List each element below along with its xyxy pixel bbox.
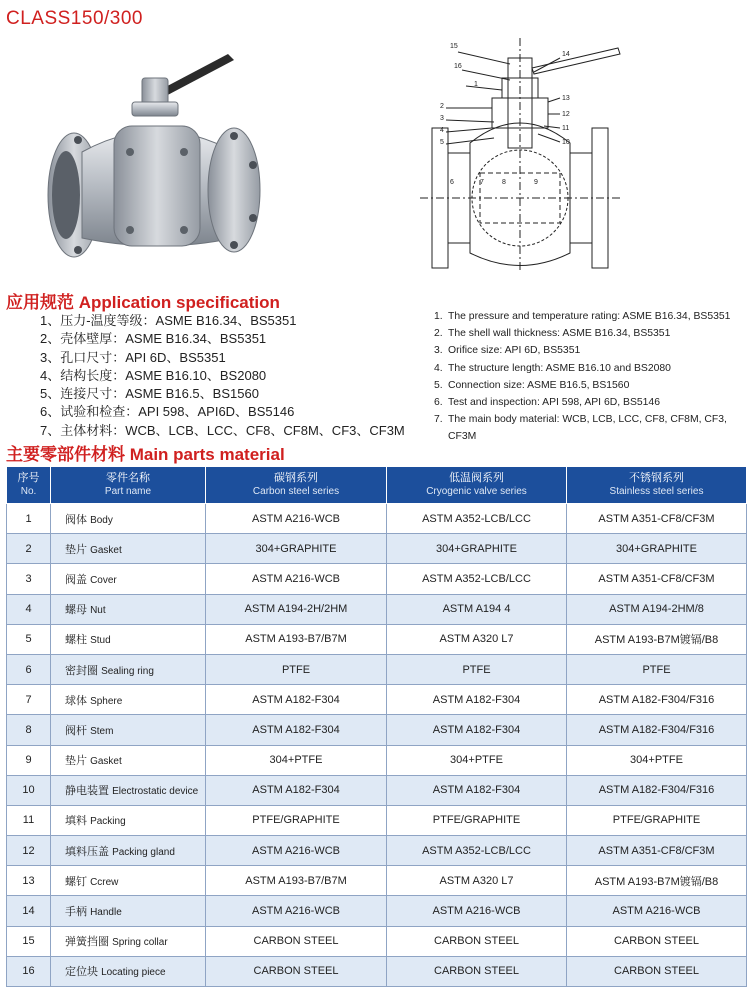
column-header: 碳钢系列 Carbon steel series <box>206 467 387 504</box>
part-name: 阀盖 Cover <box>51 564 206 594</box>
table-row <box>7 654 747 684</box>
part-no: 14 <box>7 896 51 926</box>
cryogenic-material: ASTM A216-WCB <box>387 896 567 926</box>
stainless-material: ASTM A193-B7M镀镉/B8 <box>567 866 747 896</box>
part-no: 16 <box>7 956 51 986</box>
drawing-label: 11 <box>562 125 570 132</box>
carbon-material: ASTM A182-F304 <box>206 685 387 715</box>
table-row <box>7 685 747 715</box>
part-name: 定位块 Locating piece <box>51 956 206 986</box>
part-name: 填料 Packing <box>51 805 206 835</box>
stainless-material: ASTM A193-B7M镀镉/B8 <box>567 624 747 654</box>
spec-item-cn: 6、试验和检查：API 598、API6D、BS5146 <box>40 404 295 420</box>
part-name: 弹簧挡圈 Spring collar <box>51 926 206 956</box>
cryogenic-material: ASTM A352-LCB/LCC <box>387 504 567 534</box>
spec-item-en: 2. The shell wall thickness: ASME B16.34, BS5351 <box>434 328 671 340</box>
application-heading: 应用规范 Application specification <box>6 293 280 312</box>
drawing-label: 12 <box>562 111 570 118</box>
spec-item-cn: 4、结构长度：ASME B16.10、BS2080 <box>40 367 267 383</box>
table-row <box>7 534 747 564</box>
drawing-label: 1 <box>474 81 478 88</box>
part-name: 阀体 Body <box>51 504 206 534</box>
stainless-material: ASTM A182-F304/F316 <box>567 715 747 745</box>
part-name: 填料压盖 Packing gland <box>51 836 206 866</box>
part-no: 4 <box>7 594 51 624</box>
stainless-material: 304+PTFE <box>567 745 747 775</box>
cryogenic-material: ASTM A352-LCB/LCC <box>387 836 567 866</box>
page-title: CLASS150/300 <box>6 8 143 29</box>
cryogenic-material: ASTM A182-F304 <box>387 685 567 715</box>
stainless-material: 304+GRAPHITE <box>567 534 747 564</box>
cryogenic-material: PTFE <box>387 654 567 684</box>
part-name: 静电装置 Electrostatic device <box>51 775 206 805</box>
part-no: 10 <box>7 775 51 805</box>
cryogenic-material: ASTM A194 4 <box>387 594 567 624</box>
table-row <box>7 745 747 775</box>
parts-table <box>6 466 747 987</box>
drawing-label: 4 <box>440 127 444 134</box>
column-header: 序号 No. <box>7 467 51 504</box>
drawing-label: 6 <box>450 179 454 186</box>
carbon-material: ASTM A194-2H/2HM <box>206 594 387 624</box>
stainless-material: CARBON STEEL <box>567 926 747 956</box>
stainless-material: ASTM A351-CF8/CF3M <box>567 504 747 534</box>
table-header-row <box>7 467 747 504</box>
spec-item-en: 3. Orifice size: API 6D, BS5351 <box>434 345 581 357</box>
part-name: 球体 Sphere <box>51 685 206 715</box>
cryogenic-material: ASTM A320 L7 <box>387 866 567 896</box>
part-no: 15 <box>7 926 51 956</box>
cryogenic-material: ASTM A182-F304 <box>387 715 567 745</box>
spec-item-en: 1. The pressure and temperature rating: ASME B16.34, BS5351 <box>434 311 731 322</box>
part-name: 手柄 Handle <box>51 896 206 926</box>
part-no: 8 <box>7 715 51 745</box>
part-name: 垫片 Gasket <box>51 745 206 775</box>
table-row <box>7 836 747 866</box>
drawing-label: 15 <box>450 43 458 50</box>
table-row <box>7 715 747 745</box>
part-no: 7 <box>7 685 51 715</box>
table-row <box>7 564 747 594</box>
carbon-material: ASTM A216-WCB <box>206 836 387 866</box>
drawing-label: 5 <box>440 139 444 146</box>
stainless-material: ASTM A351-CF8/CF3M <box>567 836 747 866</box>
drawing-label: 7 <box>480 179 484 186</box>
carbon-material: PTFE <box>206 654 387 684</box>
drawing-label: 16 <box>454 63 462 70</box>
part-name: 螺柱 Stud <box>51 624 206 654</box>
table-row <box>7 624 747 654</box>
carbon-material: CARBON STEEL <box>206 956 387 986</box>
carbon-material: ASTM A193-B7/B7M <box>206 866 387 896</box>
part-no: 13 <box>7 866 51 896</box>
table-row <box>7 805 747 835</box>
valve-photo <box>38 40 268 265</box>
column-header: 零件名称 Part name <box>51 467 206 504</box>
cryogenic-material: CARBON STEEL <box>387 926 567 956</box>
table-row <box>7 504 747 534</box>
carbon-material: CARBON STEEL <box>206 926 387 956</box>
stainless-material: PTFE <box>567 654 747 684</box>
carbon-material: 304+GRAPHITE <box>206 534 387 564</box>
part-name: 螺母 Nut <box>51 594 206 624</box>
carbon-material: ASTM A193-B7/B7M <box>206 624 387 654</box>
spec-item-en: 5. Connection size: ASME B16.5, BS1560 <box>434 379 630 391</box>
part-no: 3 <box>7 564 51 594</box>
stainless-material: ASTM A216-WCB <box>567 896 747 926</box>
carbon-material: ASTM A216-WCB <box>206 504 387 534</box>
drawing-label: 10 <box>562 139 570 146</box>
part-no: 1 <box>7 504 51 534</box>
table-row <box>7 775 747 805</box>
drawing-label: 2 <box>440 103 444 110</box>
spec-item-en: 7. The main body material: WCB, LCB, LCC, CF8, CF8M, CF3, CF3M <box>434 414 727 443</box>
stainless-material: CARBON STEEL <box>567 956 747 986</box>
cryogenic-material: PTFE/GRAPHITE <box>387 805 567 835</box>
column-header: 低温阀系列 Cryogenic valve series <box>387 467 567 504</box>
cryogenic-material: ASTM A182-F304 <box>387 775 567 805</box>
part-no: 5 <box>7 624 51 654</box>
drawing-label: 8 <box>502 179 506 186</box>
part-name: 阀杆 Stem <box>51 715 206 745</box>
carbon-material: ASTM A216-WCB <box>206 896 387 926</box>
application-list-en <box>434 308 746 446</box>
spec-item-cn: 7、主体材料：WCB、LCB、LCC、CF8、CF8M、CF3、CF3M <box>40 422 405 438</box>
spec-item-cn: 2、壳体壁厚：ASME B16.34、BS5351 <box>40 331 267 347</box>
part-name: 密封圈 Sealing ring <box>51 654 206 684</box>
spec-item-cn: 5、连接尺寸：ASME B16.5、BS1560 <box>40 386 259 402</box>
carbon-material: 304+PTFE <box>206 745 387 775</box>
part-no: 9 <box>7 745 51 775</box>
table-row <box>7 926 747 956</box>
table-row <box>7 866 747 896</box>
drawing-label: 13 <box>562 95 570 102</box>
stainless-material: PTFE/GRAPHITE <box>567 805 747 835</box>
cryogenic-material: ASTM A320 L7 <box>387 624 567 654</box>
part-no: 6 <box>7 654 51 684</box>
carbon-material: ASTM A216-WCB <box>206 564 387 594</box>
part-no: 2 <box>7 534 51 564</box>
drawing-label: 14 <box>562 51 570 58</box>
cryogenic-material: ASTM A352-LCB/LCC <box>387 564 567 594</box>
cryogenic-material: CARBON STEEL <box>387 956 567 986</box>
carbon-material: ASTM A182-F304 <box>206 775 387 805</box>
stainless-material: ASTM A182-F304/F316 <box>567 685 747 715</box>
table-row <box>7 896 747 926</box>
cryogenic-material: 304+PTFE <box>387 745 567 775</box>
drawing-label: 9 <box>534 179 538 186</box>
part-no: 12 <box>7 836 51 866</box>
parts-heading: 主要零部件材料 Main parts material <box>6 445 285 464</box>
spec-item-cn: 1、压力-温度等级：ASME B16.34、BS5351 <box>40 313 297 328</box>
cryogenic-material: 304+GRAPHITE <box>387 534 567 564</box>
carbon-material: ASTM A182-F304 <box>206 715 387 745</box>
spec-item-en: 4. The structure length: ASME B16.10 and BS2080 <box>434 362 671 374</box>
carbon-material: PTFE/GRAPHITE <box>206 805 387 835</box>
spec-item-cn: 3、孔口尺寸：API 6D、BS5351 <box>40 349 226 365</box>
stainless-material: ASTM A194-2HM/8 <box>567 594 747 624</box>
spec-item-en: 6. Test and inspection: API 598, API 6D, BS5146 <box>434 397 660 409</box>
column-header: 不锈钢系列 Stainless steel series <box>567 467 747 504</box>
stainless-material: ASTM A182-F304/F316 <box>567 775 747 805</box>
part-name: 垫片 Gasket <box>51 534 206 564</box>
table-row <box>7 956 747 986</box>
drawing-label: 3 <box>440 115 444 122</box>
part-name: 螺钉 Ccrew <box>51 866 206 896</box>
application-list-cn <box>40 312 405 440</box>
stainless-material: ASTM A351-CF8/CF3M <box>567 564 747 594</box>
table-row <box>7 594 747 624</box>
part-no: 11 <box>7 805 51 835</box>
valve-section-drawing <box>410 28 630 278</box>
